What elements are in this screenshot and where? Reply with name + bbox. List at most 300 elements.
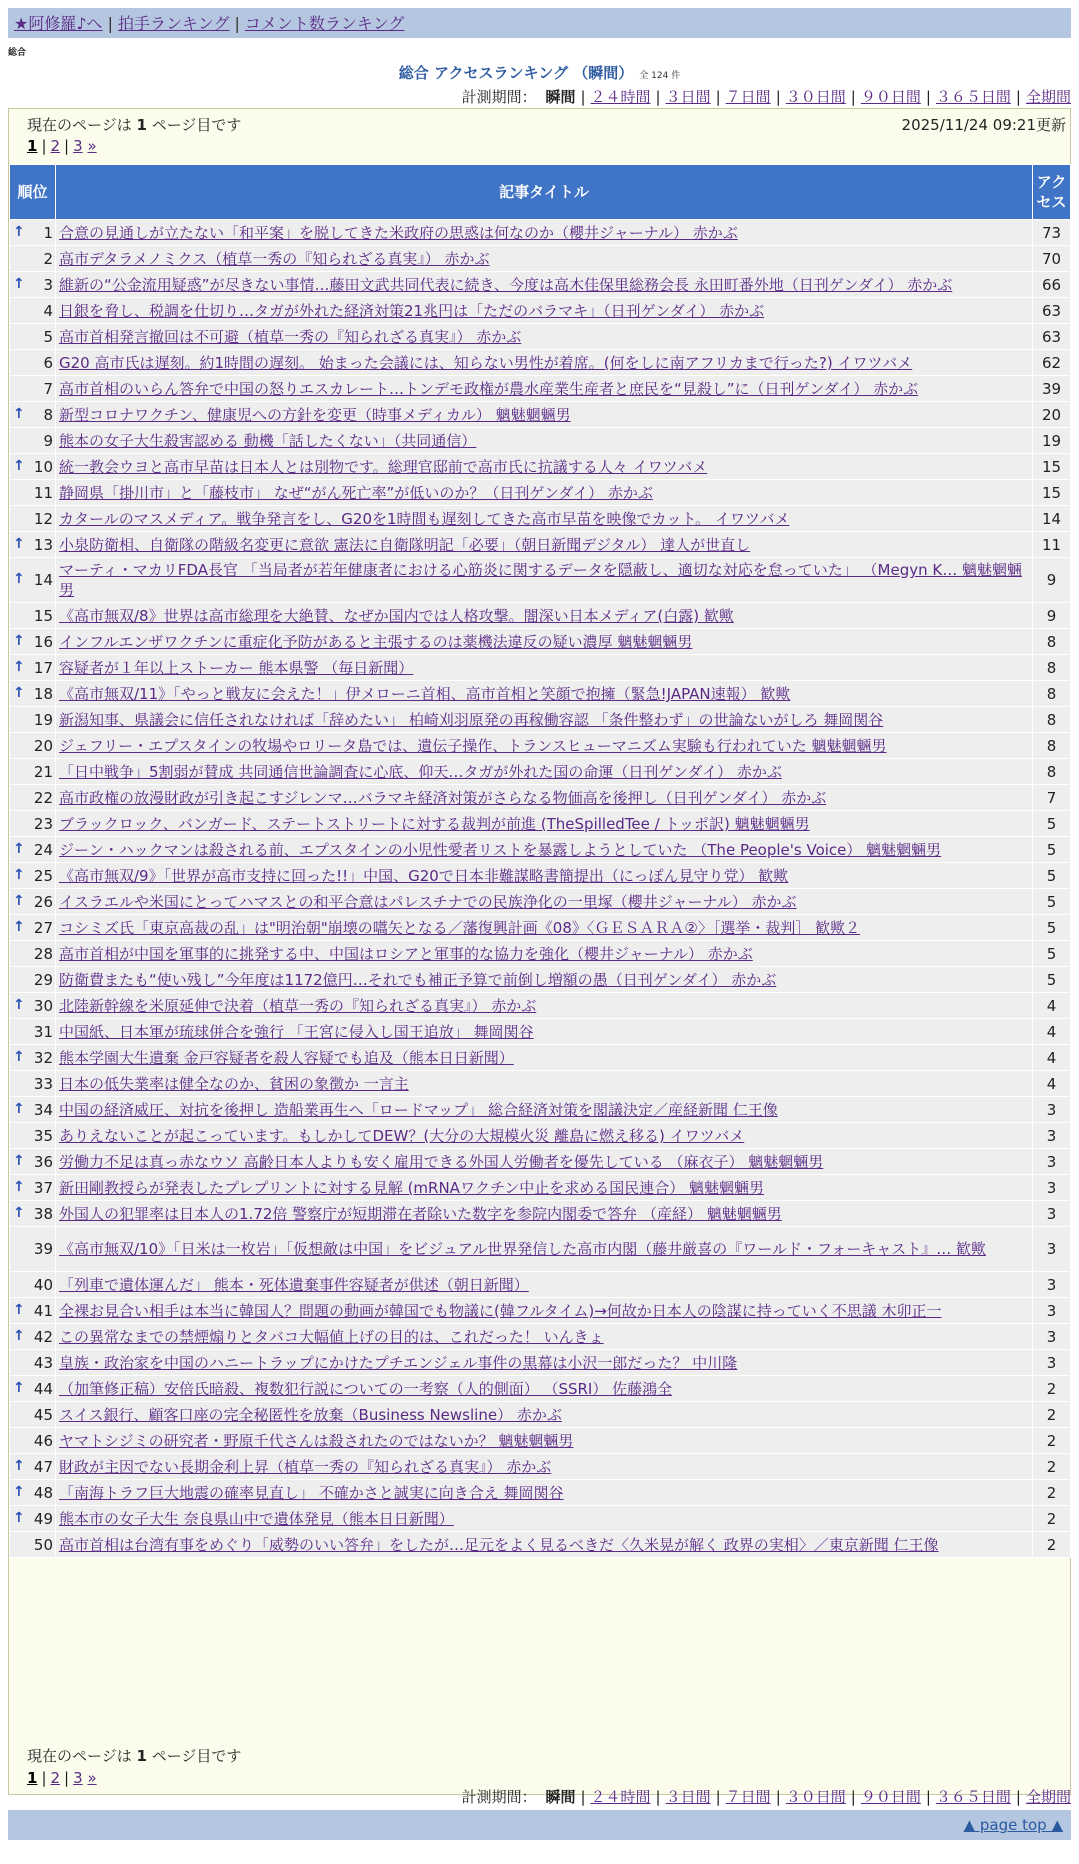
access-count: 4 [1033, 1045, 1071, 1071]
article-title-link[interactable]: この異常なまでの禁煙煽りとタバコ大幅値上げの目的は、これだった！ いんきょ [59, 1328, 604, 1346]
access-count: 8 [1033, 629, 1071, 655]
article-title-link[interactable]: ありえないことが起こっています。もしかしてDEW？(大分の大規模火災 離島に燃え移る) イワツバメ [59, 1127, 745, 1145]
rank-number: 42 [33, 1327, 53, 1346]
access-count: 5 [1033, 915, 1071, 941]
title-cell [56, 681, 1033, 707]
site-home-link[interactable]: ★阿修羅♪へ [14, 14, 103, 33]
title-cell [56, 1149, 1033, 1175]
table-row [10, 272, 1071, 298]
table-row [10, 1149, 1071, 1175]
rank-up-arrow-icon: ↑ [13, 1100, 25, 1117]
access-count: 3 [1033, 1123, 1071, 1149]
title-cell [56, 1045, 1033, 1071]
pager-page-3[interactable]: 3 [73, 137, 83, 155]
rank-cell [10, 915, 56, 941]
access-count: 70 [1033, 246, 1071, 272]
title-cell [56, 993, 1033, 1019]
period-current: 瞬間 [545, 1788, 576, 1806]
article-title-link[interactable]: 《高市無双/11》「やっと戦友に会えた！」伊メローニ首相、高市首相と笑顔で抱擁（緊急!JAPAN速報） 歓歟 [59, 685, 791, 703]
title-cell [56, 558, 1033, 603]
title-cell [56, 1123, 1033, 1149]
table-row [10, 1532, 1071, 1558]
title-cell [56, 506, 1033, 532]
title-cell [56, 759, 1033, 785]
article-title-link[interactable]: 小泉防衛相、自衛隊の階級名変更に意欲 憲法に自衛隊明記「必要」（朝日新聞デジタル） 達人が世直し [59, 536, 751, 554]
rank-number: 7 [43, 379, 53, 398]
rank-number: 24 [33, 840, 53, 859]
period-7d-link[interactable]: ７日間 [725, 88, 771, 106]
period-label: 計測期間： [461, 1788, 537, 1806]
footer-bar [8, 1810, 1071, 1840]
access-count: 2 [1033, 1428, 1071, 1454]
page-top-link[interactable]: ▲ page top ▲ [963, 1816, 1063, 1834]
rank-up-arrow-icon: ↑ [13, 1379, 25, 1396]
period-selector-top: 計測期間： 瞬間 | ２４時間 | ３日間 | ７日間 | ３０日間 | ９０日間 | ３６５日間 | 全期間 [461, 88, 1071, 106]
rank-cell [10, 1071, 56, 1097]
period-label: 計測期間： [461, 88, 537, 106]
rank-cell [10, 1454, 56, 1480]
title-cell [56, 402, 1033, 428]
article-title-link[interactable]: 熊本学園大生遺棄 金戸容疑者を殺人容疑でも追及（熊本日日新聞） [59, 1049, 514, 1067]
rank-number: 5 [43, 327, 53, 346]
rank-cell [10, 629, 56, 655]
rank-number: 1 [43, 223, 53, 242]
article-title-link[interactable]: 高市首相のいらん答弁で中国の怒りエスカレート…トンデモ政権が農水産業生産者と庶民を“見殺し”に（日刊ゲンダイ） 赤かぶ [59, 380, 919, 398]
access-count: 9 [1033, 558, 1071, 603]
table-row [10, 1376, 1071, 1402]
article-title-link[interactable]: 防衛費またも“使い残し”今年度は1172億円…それでも補正予算で前倒し増額の愚（日刊ゲンダイ） 赤かぶ [59, 971, 777, 989]
rank-up-arrow-icon: ↑ [13, 1327, 25, 1344]
access-count: 3 [1033, 1350, 1071, 1376]
clap-ranking-link[interactable]: 拍手ランキング [117, 14, 230, 33]
pager-top: 1 | 2 | 3 » [27, 137, 97, 155]
column-header-access: アクセス [1033, 165, 1071, 220]
table-row [10, 402, 1071, 428]
rank-number: 3 [43, 275, 53, 294]
period-30d-link[interactable]: ３０日間 [785, 88, 846, 106]
title-cell [56, 324, 1033, 350]
table-row [10, 993, 1071, 1019]
table-row [10, 811, 1071, 837]
article-title-link[interactable]: 労働力不足は真っ赤なウソ 高齢日本人よりも安く雇用できる外国人労働者を優先している （麻衣子） 魑魅魍魎男 [59, 1153, 824, 1171]
article-title-link[interactable]: 《高市無双/10》「日米は一枚岩」「仮想敵は中国」をビジュアル世界発信した高市内閣（藤井厳喜の『ワールド・フォーキャスト』… 歓歟 [59, 1240, 986, 1258]
article-title-link[interactable]: ヤマトシジミの研究者・野原千代さんは殺されたのではないか？ 魑魅魍魎男 [59, 1432, 574, 1450]
table-row [10, 915, 1071, 941]
access-count: 15 [1033, 454, 1071, 480]
title-cell [56, 454, 1033, 480]
access-count: 63 [1033, 298, 1071, 324]
column-header-title: 記事タイトル [56, 165, 1033, 220]
rank-number: 10 [33, 457, 53, 476]
rank-number: 39 [33, 1240, 53, 1258]
rank-number: 48 [33, 1483, 53, 1502]
access-count: 3 [1033, 1298, 1071, 1324]
rank-number: 43 [33, 1353, 53, 1372]
pager-page-2[interactable]: 2 [50, 1769, 61, 1787]
article-title-link[interactable]: マーティ・マカリFDA長官 「当局者が若年健康者における心筋炎に関するデータを隠蔽し、適切な対応を怠っていた」 （Megyn K… 魑魅魍魎男 [59, 561, 1022, 599]
title-cell [56, 1402, 1033, 1428]
period-90d-link[interactable]: ９０日間 [860, 88, 921, 106]
rank-up-arrow-icon: ↑ [13, 866, 25, 883]
article-title-link[interactable]: 日銀を脅し、税調を仕切り…タガが外れた経済対策21兆円は「ただのバラマキ」（日刊ゲンダイ） 赤かぶ [59, 302, 765, 320]
rank-cell [10, 1097, 56, 1123]
period-30d-link[interactable]: ３０日間 [785, 1788, 846, 1806]
pager-next[interactable]: » [87, 137, 97, 155]
article-title-link[interactable]: カタールのマスメディア。戦争発言をし、G20を1時間も遅刻してきた高市早苗を映像でカット。 イワツバメ [59, 510, 790, 528]
article-title-link[interactable]: 外国人の犯罪率は日本人の1.72倍 警察庁が短期滞在者除いた数字を参院内閣委で答弁 （産経） 魑魅魍魎男 [59, 1205, 782, 1223]
access-count: 2 [1033, 1402, 1071, 1428]
rank-number: 14 [33, 571, 53, 589]
period-7d-link[interactable]: ７日間 [725, 1788, 771, 1806]
access-count: 2 [1033, 1506, 1071, 1532]
rank-up-arrow-icon: ↑ [13, 892, 25, 909]
title-cell [56, 1227, 1033, 1272]
rank-cell [10, 1402, 56, 1428]
access-count: 7 [1033, 785, 1071, 811]
table-row [10, 941, 1071, 967]
rank-cell [10, 681, 56, 707]
rank-cell [10, 733, 56, 759]
rank-number: 8 [43, 405, 53, 424]
period-365d-link[interactable]: ３６５日間 [935, 88, 1011, 106]
article-title-link[interactable]: 《高市無双/9》「世界が高市支持に回った!!」中国、G20で日本非難謀略書簡提出（にっぽん見守り党） 歓歟 [59, 867, 789, 885]
rank-cell [10, 967, 56, 993]
article-title-link[interactable]: 統一教会ウヨと高市早苗は日本人とは別物です。総理官邸前で高市氏に抗議する人々 イワツバメ [59, 458, 708, 476]
title-cell [56, 532, 1033, 558]
access-count: 62 [1033, 350, 1071, 376]
page-info: 現在のページは 1 ページ目です [27, 116, 242, 134]
access-count: 8 [1033, 759, 1071, 785]
title-cell [56, 350, 1033, 376]
access-count: 3 [1033, 1149, 1071, 1175]
rank-up-arrow-icon: ↑ [13, 571, 25, 588]
updated-timestamp: 2025/11/24 09:21更新 [901, 116, 1066, 134]
table-row [10, 655, 1071, 681]
title-cell [56, 1019, 1033, 1045]
rank-cell [10, 863, 56, 889]
rank-up-arrow-icon: ↑ [13, 1048, 25, 1065]
article-title-link[interactable]: 日本の低失業率は健全なのか、貧困の象徴か 一言主 [59, 1075, 409, 1093]
title-cell [56, 629, 1033, 655]
access-count: 4 [1033, 993, 1071, 1019]
period-24h-link[interactable]: ２４時間 [590, 88, 651, 106]
access-count: 3 [1033, 1201, 1071, 1227]
table-row [10, 480, 1071, 506]
rank-up-arrow-icon: ↑ [13, 1509, 25, 1526]
rank-up-arrow-icon: ↑ [13, 632, 25, 649]
article-title-link[interactable]: インフルエンザワクチンに重症化予防があると主張するのは薬機法違反の疑い濃厚 魑魅魍魎男 [59, 633, 693, 651]
rank-number: 22 [33, 788, 53, 807]
table-row [10, 1123, 1071, 1149]
rank-cell [10, 1149, 56, 1175]
title-cell [56, 1376, 1033, 1402]
rank-number: 27 [33, 918, 53, 937]
pager-bottom: 1 | 2 | 3 » [27, 1769, 97, 1787]
article-title-link[interactable]: 「南海トラフ巨大地震の確率見直し」 不確かさと誠実に向き合え 舞岡関谷 [59, 1484, 564, 1502]
rank-up-arrow-icon: ↑ [13, 1178, 25, 1195]
article-title-link[interactable]: 静岡県「掛川市」と「藤枝市」 なぜ“がん死亡率”が低いのか？（日刊ゲンダイ） 赤かぶ [59, 484, 653, 502]
article-title-link[interactable]: コシミズ氏「東京高裁の乱」は"明治朝"崩壊の嚆矢となる／藩復興計画《08》〈ＧＥＳＡＲＡ②〉［選挙・裁判］ 歓歟２ [59, 919, 861, 937]
table-row [10, 1097, 1071, 1123]
title-cell [56, 603, 1033, 629]
total-count: 全 124 件 [639, 71, 681, 81]
rank-cell [10, 993, 56, 1019]
article-title-link[interactable]: ジェフリー・エプスタインの牧場やロリータ島では、遺伝子操作、トランスヒューマニズム実験も行われていた 魑魅魍魎男 [59, 737, 887, 755]
rank-cell [10, 1298, 56, 1324]
title-cell [56, 220, 1033, 246]
title-cell [56, 1506, 1033, 1532]
article-title-link[interactable]: 中国の経済威圧、対抗を後押し 造船業再生へ「ロードマップ」 総合経済対策を閣議決定／産経新聞 仁王像 [59, 1101, 778, 1119]
table-row [10, 629, 1071, 655]
rank-cell [10, 402, 56, 428]
article-title-link[interactable]: 中国紙、日本軍が琉球併合を強行 「王宮に侵入し国王追放」 舞岡関谷 [59, 1023, 534, 1041]
table-row [10, 967, 1071, 993]
period-selector-bottom: 計測期間： 瞬間 | ２４時間 | ３日間 | ７日間 | ３０日間 | ９０日間 | ３６５日間 | 全期間 [461, 1788, 1071, 1806]
table-row [10, 1402, 1071, 1428]
rank-cell [10, 272, 56, 298]
title-cell [56, 272, 1033, 298]
rank-up-arrow-icon: ↑ [13, 918, 25, 935]
access-count: 5 [1033, 837, 1071, 863]
rank-cell [10, 1123, 56, 1149]
rank-up-arrow-icon: ↑ [13, 405, 25, 422]
rank-number: 15 [33, 606, 53, 625]
table-row [10, 1480, 1071, 1506]
rank-up-arrow-icon: ↑ [13, 1483, 25, 1500]
access-count: 63 [1033, 324, 1071, 350]
rank-number: 16 [33, 632, 53, 651]
access-count: 5 [1033, 941, 1071, 967]
table-row [10, 376, 1071, 402]
page-title-line [0, 62, 1079, 83]
table-row [10, 759, 1071, 785]
rank-number: 44 [33, 1379, 53, 1398]
comment-ranking-link[interactable]: コメント数ランキング [244, 14, 405, 33]
rank-cell [10, 1324, 56, 1350]
access-count: 8 [1033, 733, 1071, 759]
table-row [10, 785, 1071, 811]
table-row [10, 324, 1071, 350]
table-row [10, 454, 1071, 480]
rank-cell [10, 785, 56, 811]
period-90d-link[interactable]: ９０日間 [860, 1788, 921, 1806]
rank-cell [10, 246, 56, 272]
article-title-link[interactable]: 「日中戦争」5割弱が賛成 共同通信世論調査に心底、仰天…タガが外れた国の命運（日刊ゲンダイ） 赤かぶ [59, 763, 782, 781]
access-count: 8 [1033, 655, 1071, 681]
table-row [10, 298, 1071, 324]
title-cell [56, 915, 1033, 941]
separator: | [234, 14, 240, 33]
title-cell [56, 785, 1033, 811]
article-title-link[interactable]: 高市デタラメノミクス（植草一秀の『知られざる真実』） 赤かぶ [59, 250, 490, 268]
pager-next[interactable]: » [87, 1769, 97, 1787]
access-count: 66 [1033, 272, 1071, 298]
rank-number: 9 [43, 431, 53, 450]
rank-cell [10, 220, 56, 246]
rank-number: 23 [33, 814, 53, 833]
rank-cell [10, 454, 56, 480]
article-title-link[interactable]: 「列車で遺体運んだ」 熊本・死体遺棄事件容疑者が供述（朝日新聞） [59, 1276, 529, 1294]
article-title-link[interactable]: 北陸新幹線を米原延伸で決着（植草一秀の『知られざる真実』） 赤かぶ [59, 997, 537, 1015]
rank-up-arrow-icon: ↑ [13, 1457, 25, 1474]
title-cell [56, 1324, 1033, 1350]
rank-cell [10, 1350, 56, 1376]
rank-number: 4 [43, 301, 53, 320]
table-row [10, 350, 1071, 376]
rank-number: 21 [33, 762, 53, 781]
access-count: 4 [1033, 1071, 1071, 1097]
page-info-bottom: 現在のページは 1 ページ目です [27, 1747, 242, 1765]
title-cell [56, 863, 1033, 889]
rank-cell [10, 1480, 56, 1506]
title-cell [56, 707, 1033, 733]
period-24h-link[interactable]: ２４時間 [590, 1788, 651, 1806]
title-cell [56, 1532, 1033, 1558]
article-title-link[interactable]: 容疑者が１年以上ストーカー 熊本県警 （毎日新聞） [59, 659, 414, 677]
article-title-link[interactable]: G20 高市氏は遅刻。約1時間の遅刻。 始まった会議には、知らない男性が着席。(何をしに南アフリカまで行った?) イワツバメ [59, 354, 913, 372]
rank-cell [10, 759, 56, 785]
access-count: 73 [1033, 220, 1071, 246]
rank-number: 30 [33, 996, 53, 1015]
access-count: 3 [1033, 1175, 1071, 1201]
title-cell [56, 1201, 1033, 1227]
pager-page-1[interactable]: 1 [27, 137, 38, 155]
article-title-link[interactable]: 新型コロナワクチン、健康児への方針を変更（時事メディカル） 魑魅魍魎男 [59, 406, 571, 424]
rank-cell [10, 1506, 56, 1532]
title-cell [56, 1454, 1033, 1480]
article-title-link[interactable]: 財政が主因でない長期金利上昇（植草一秀の『知られざる真実』） 赤かぶ [59, 1458, 552, 1476]
title-cell [56, 1097, 1033, 1123]
rank-cell [10, 298, 56, 324]
article-title-link[interactable]: 熊本市の女子大生 奈良県山中で遺体発見（熊本日日新聞） [59, 1510, 454, 1528]
period-365d-link[interactable]: ３６５日間 [935, 1788, 1011, 1806]
article-title-link[interactable]: 熊本の女子大生殺害認める 動機「話したくない」（共同通信） [59, 432, 477, 450]
table-row [10, 1324, 1071, 1350]
rank-up-arrow-icon: ↑ [13, 1152, 25, 1169]
article-title-link[interactable]: 維新の“公金流用疑惑”が尽きない事情…藤田文武共同代表に続き、今度は高木佳保里総務会長 永田町番外地（日刊ゲンダイ） 赤かぶ [59, 276, 953, 294]
access-count: 15 [1033, 480, 1071, 506]
title-cell [56, 480, 1033, 506]
rank-number: 19 [33, 710, 53, 729]
article-title-link[interactable]: 皇族・政治家を中国のハニートラップにかけたプチエンジェル事件の黒幕は小沢一郎だった？ 中川隆 [59, 1354, 738, 1372]
rank-cell [10, 480, 56, 506]
rank-number: 25 [33, 866, 53, 885]
period-3d-link[interactable]: ３日間 [665, 1788, 711, 1806]
pager-page-2[interactable]: 2 [50, 137, 61, 155]
separator: | [107, 14, 113, 33]
rank-number: 40 [33, 1275, 53, 1294]
access-count: 5 [1033, 967, 1071, 993]
article-title-link[interactable]: 新田剛教授らが発表したプレプリントに対する見解 (mRNAワクチン中止を求める国民連合） 魑魅魍魎男 [59, 1179, 764, 1197]
title-cell [56, 1071, 1033, 1097]
article-title-link[interactable]: イスラエルや米国にとってハマスとの和平合意はパレスチナでの民族浄化の一里塚（櫻井ジャーナル） 赤かぶ [59, 893, 797, 911]
rank-cell [10, 428, 56, 454]
period-all-link[interactable]: 全期間 [1025, 88, 1071, 106]
pager-page-3[interactable]: 3 [73, 1769, 83, 1787]
rank-number: 50 [33, 1535, 53, 1554]
access-count: 19 [1033, 428, 1071, 454]
rank-number: 37 [33, 1178, 53, 1197]
table-row [10, 889, 1071, 915]
rank-cell [10, 1227, 56, 1272]
article-title-link[interactable]: スイス銀行、顧客口座の完全秘匿性を放棄（Business Newsline） 赤かぶ [59, 1406, 562, 1424]
title-cell [56, 376, 1033, 402]
article-title-link[interactable]: 新潟知事、県議会に信任されなければ「辞めたい」 柏崎刈羽原発の再稼働容認 「条件整わず」の世論ないがしろ 舞岡関谷 [59, 711, 884, 729]
title-cell [56, 811, 1033, 837]
article-title-link[interactable]: ジーン・ハックマンは殺される前、エプスタインの小児性愛者リストを暴露しようとしていた （The People's Voice） 魑魅魍魎男 [59, 841, 942, 859]
access-count: 9 [1033, 603, 1071, 629]
rank-number: 38 [33, 1204, 53, 1223]
rank-number: 13 [33, 535, 53, 554]
title-cell [56, 941, 1033, 967]
rank-cell [10, 655, 56, 681]
table-row [10, 1045, 1071, 1071]
rank-number: 20 [33, 736, 53, 755]
table-row [10, 558, 1071, 603]
rank-up-arrow-icon: ↑ [13, 1204, 25, 1221]
title-cell [56, 1175, 1033, 1201]
article-title-link[interactable]: 高市首相発言撤回は不可避（植草一秀の『知られざる真実』） 赤かぶ [59, 328, 522, 346]
rank-cell [10, 941, 56, 967]
title-cell [56, 733, 1033, 759]
table-row [10, 1506, 1071, 1532]
rank-up-arrow-icon: ↑ [13, 996, 25, 1013]
category-label: 総合 [8, 48, 27, 58]
table-row [10, 1227, 1071, 1272]
rank-cell [10, 1532, 56, 1558]
rank-number: 45 [33, 1405, 53, 1424]
table-row [10, 837, 1071, 863]
title-cell [56, 298, 1033, 324]
article-title-link[interactable]: （加筆修正稿）安倍氏暗殺、複数犯行説についての一考察（人的側面） （SSRI） 佐藤鴻全 [59, 1380, 673, 1398]
table-row [10, 1019, 1071, 1045]
article-title-link[interactable]: 《高市無双/8》世界は高市総理を大絶賛、なぜか国内では人格攻撃。闇深い日本メディア(白露) 歓歟 [59, 607, 734, 625]
rank-cell [10, 1175, 56, 1201]
table-row [10, 1350, 1071, 1376]
access-count: 2 [1033, 1376, 1071, 1402]
column-header-rank: 順位 [10, 165, 56, 220]
rank-number: 46 [33, 1431, 53, 1450]
table-row [10, 707, 1071, 733]
pager-page-1[interactable]: 1 [27, 1769, 38, 1787]
title-cell [56, 967, 1033, 993]
table-row [10, 506, 1071, 532]
rank-cell [10, 1019, 56, 1045]
rank-number: 29 [33, 970, 53, 989]
article-title-link[interactable]: 全裸お見合い相手は本当に韓国人？問題の動画が韓国でも物議に(韓フルタイム)→何故か日本人の陰謀に持っていく不思議 木卯正一 [59, 1302, 942, 1320]
table-row [10, 1175, 1071, 1201]
article-title-link[interactable]: 高市政権の放漫財政が引き起こすジレンマ…バラマキ経済対策がさらなる物価高を後押し（日刊ゲンダイ） 赤かぶ [59, 789, 827, 807]
table-row [10, 1428, 1071, 1454]
table-row [10, 863, 1071, 889]
table-row [10, 1454, 1071, 1480]
article-title-link[interactable]: ブラックロック、バンガード、ステートストリートに対する裁判が前進 (TheSpilledTee / トッポ訳) 魑魅魍魎男 [59, 815, 810, 833]
rank-number: 11 [33, 483, 53, 502]
rank-cell [10, 558, 56, 603]
period-all-link[interactable]: 全期間 [1025, 1788, 1071, 1806]
rank-cell [10, 811, 56, 837]
article-title-link[interactable]: 高市首相は台湾有事をめぐり「威勢のいい答弁」をしたが…足元をよく見るべきだ〈久米晃が解く 政界の実相〉／東京新聞 仁王像 [59, 1536, 939, 1554]
rank-number: 47 [33, 1457, 53, 1476]
rank-number: 18 [33, 684, 53, 703]
article-title-link[interactable]: 合意の見通しが立たない「和平案」を脱してきた米政府の思惑は何なのか（櫻井ジャーナル） 赤かぶ [59, 224, 738, 242]
period-3d-link[interactable]: ３日間 [665, 88, 711, 106]
top-navigation-bar [8, 8, 1071, 38]
article-title-link[interactable]: 高市首相が中国を軍事的に挑発する中、中国はロシアと軍事的な協力を強化（櫻井ジャーナル） 赤かぶ [59, 945, 753, 963]
access-count: 20 [1033, 402, 1071, 428]
table-row [10, 681, 1071, 707]
rank-up-arrow-icon: ↑ [13, 840, 25, 857]
